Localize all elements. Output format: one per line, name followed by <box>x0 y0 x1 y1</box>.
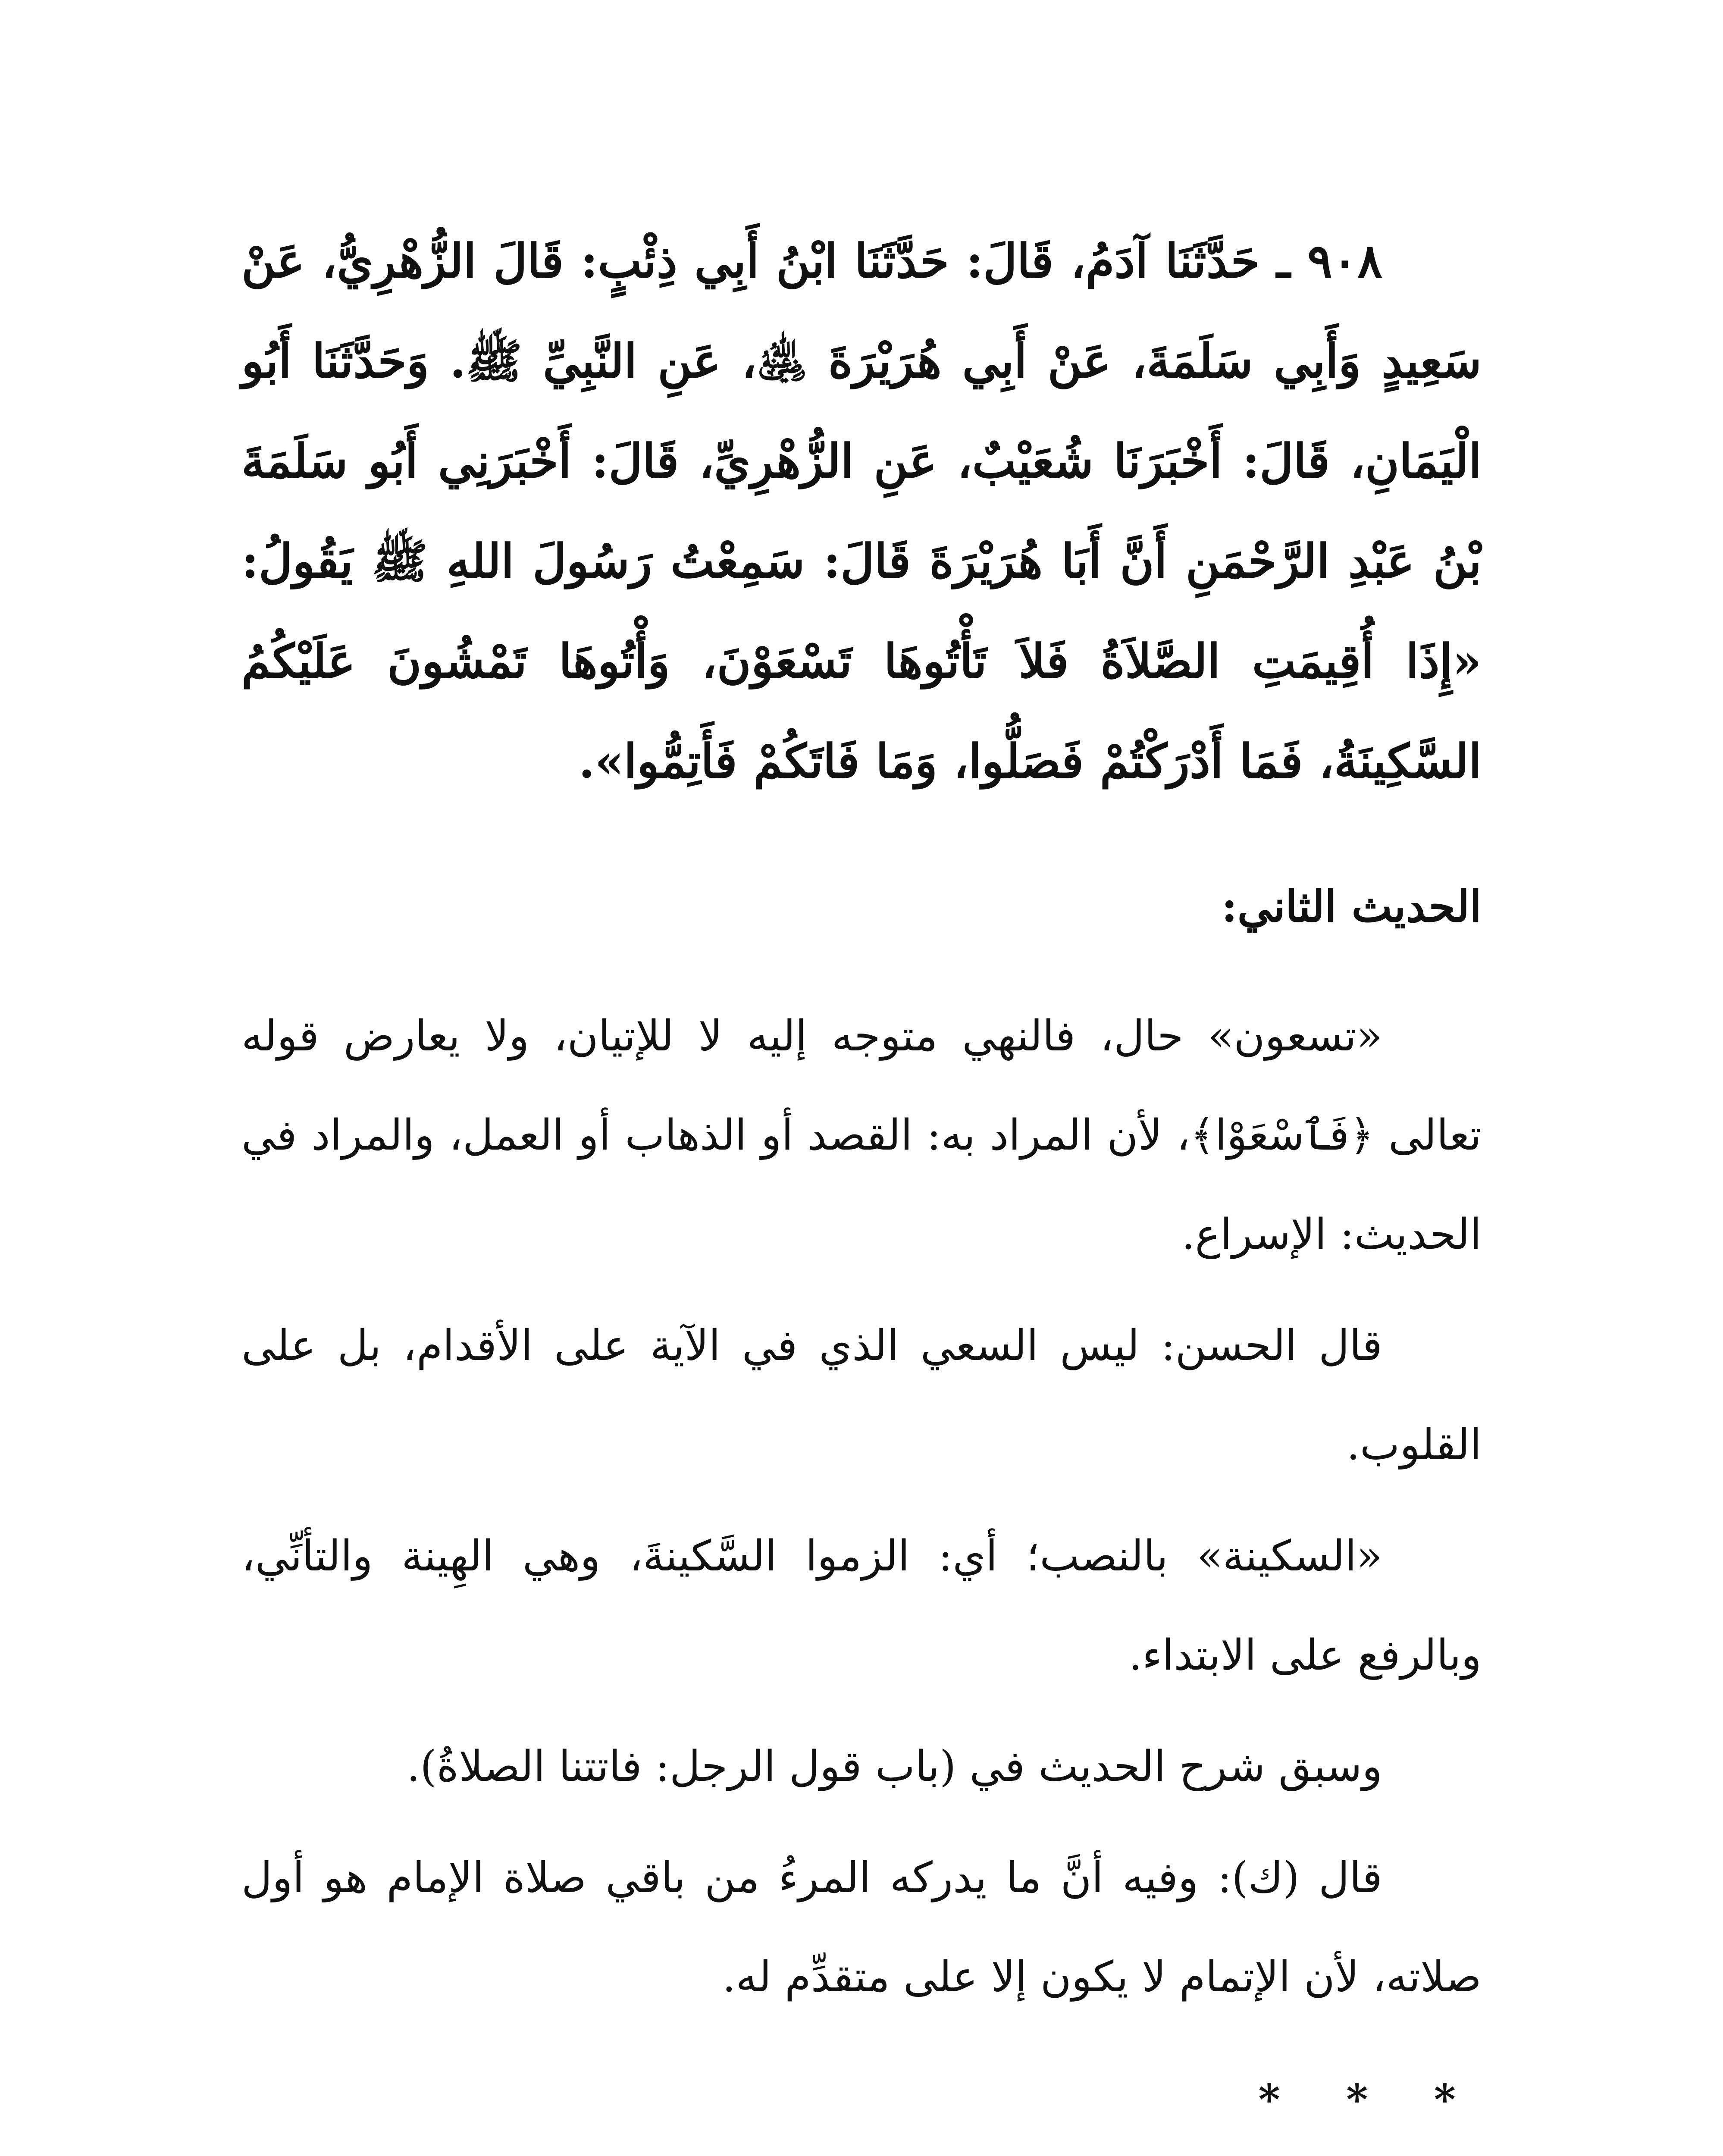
section-separator: * * * <box>1258 2075 1482 2124</box>
commentary-paragraph: «تسعون» حال، فالنهي متوجه إليه لا للإتيان، ولا يعارض قوله تعالى ﴿فَٱسْعَوْا﴾، لأن المراد به: القصد أو الذهاب أو العمل، والمراد في الحديث: الإسراع. <box>241 1012 1482 1259</box>
commentary-paragraph: وسبق شرح الحديث في (باب قول الرجل: فاتتنا الصلاةُ). <box>407 1742 1382 1791</box>
commentary-paragraph: «السكينة» بالنصب؛ أي: الزموا السَّكينةَ، وهي الهِينة والتأنِّي، وبالرفع على الابتداء. <box>241 1532 1482 1680</box>
hadith-908-text: ٩٠٨ ـ حَدَّثَنَا آدَمُ، قَالَ: حَدَّثَنَا ابْنُ أَبِي ذِئْبٍ: قَالَ الزُّهْرِيُّ، عَنْ سَعِيدٍ وَأَبِي سَلَمَةَ، عَنْ أَبِي هُرَيْرَةَ ﵁، عَنِ النَّبِيِّ ﷺ. وَحَدَّثَنَا أَبُو الْيَمَانِ، قَالَ: أَخْبَرَنَا شُعَيْبٌ، عَنِ الزُّهْرِيِّ، قَالَ: أَخْبَرَنِي أَبُو سَلَمَةَ بْنُ عَبْدِ الرَّحْمَنِ أَنَّ أَبَا هُرَيْرَةَ قَالَ: سَمِعْتُ رَسُولَ اللهِ ﷺ يَقُولُ: «إِذَا أُقِيمَتِ الصَّلاَةُ فَلاَ تَأْتُوهَا تَسْعَوْنَ، وَأْتُوهَا تَمْشُونَ عَلَيْكُمُ السَّكِينَةُ، فَمَا أَدْرَكْتُمْ فَصَلُّوا، وَمَا فَاتَكُمْ فَأَتِمُّوا». <box>241 234 1482 789</box>
section-heading: الحديث الثاني: <box>1221 881 1482 932</box>
page-content <box>241 211 1482 2156</box>
commentary-paragraph: قال (ك): وفيه أنَّ ما يدركه المرءُ من باقي صلاة الإمام هو أول صلاته، لأن الإتمام لا يكون إلا على متقدِّم له. <box>241 1853 1482 2002</box>
commentary-paragraph: قال الحسن: ليس السعي الذي في الآية على الأقدام، بل على القلوب. <box>241 1321 1482 1470</box>
